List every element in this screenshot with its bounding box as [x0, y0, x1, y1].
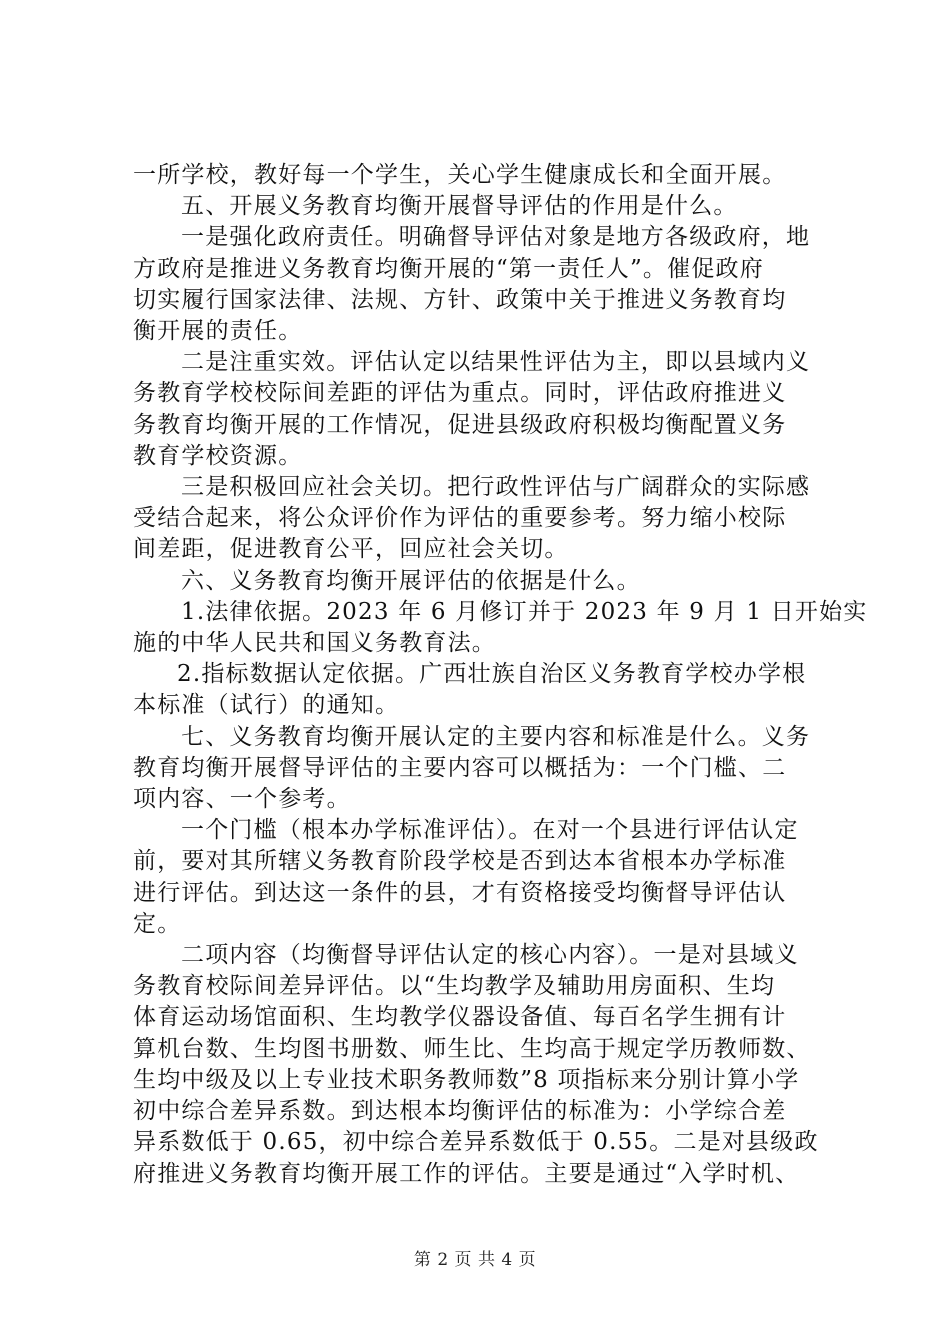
text-line: 切实履行国家法律、法规、方针、政策中关于推进义务教育均	[133, 286, 787, 313]
text-line: 生均中级及以上专业技术职务教师数”8 项指标来分别计算小学	[133, 1066, 800, 1093]
text-line: 府推进义务教育均衡开展工作的评估。主要是通过“入学时机、	[133, 1160, 800, 1187]
text-line: 间差距，促进教育公平，回应社会关切。	[133, 536, 569, 563]
text-line: 进行评估。到达这一条件的县，才有资格接受均衡督导评估认	[133, 879, 787, 906]
text-line: 定。	[133, 910, 182, 937]
text-line: 二项内容（均衡督导评估认定的核心内容）。一是对县域义	[181, 942, 799, 969]
text-line: 务教育均衡开展的工作情况，促进县级政府积极均衡配置义务	[133, 411, 787, 438]
text-line: 六、义务教育均衡开展评估的依据是什么。	[181, 567, 641, 594]
text-line: 前，要对其所辖义务教育阶段学校是否到达本省根本办学标准	[133, 848, 787, 875]
text-line: 教育学校资源。	[133, 442, 303, 469]
text-line: 二是注重实效。评估认定以结果性评估为主，即以县域内义	[181, 349, 811, 376]
text-line: 一是强化政府责任。明确督导评估对象是地方各级政府，地	[181, 224, 811, 251]
text-line: 施的中华人民共和国义务教育法。	[133, 630, 496, 657]
text-line: 三是积极回应社会关切。把行政性评估与广阔群众的实际感	[181, 474, 811, 501]
text-line: 初中综合差异系数。到达根本均衡评估的标准为：小学综合差	[133, 1098, 787, 1125]
text-line: 本标准（试行）的通知。	[133, 692, 400, 719]
text-line: 项内容、一个参考。	[133, 786, 351, 813]
text-line: 方政府是推进义务教育均衡开展的“第一责任人”。催促政府	[133, 255, 764, 282]
text-line: 五、开展义务教育均衡开展督导评估的作用是什么。	[181, 193, 738, 220]
text-line: 受结合起来，将公众评价作为评估的重要参考。努力缩小校际	[133, 505, 787, 532]
page-footer: 第 2 页 共 4 页	[413, 1250, 537, 1270]
text-line: 一个门槛（根本办学标准评估）。在对一个县进行评估认定	[181, 817, 799, 844]
text-line: 体育运动场馆面积、生均教学仪器设备值、每百名学生拥有计	[133, 1004, 787, 1031]
text-line: 2.指标数据认定依据。广西壮族自治区义务教育学校办学根	[177, 661, 807, 688]
document-body	[133, 160, 868, 1190]
text-line: 务教育校际间差异评估。以“生均教学及辅助用房面积、生均	[133, 973, 776, 1000]
text-line: 1.法律依据。2023 年 6 月修订并于 2023 年 9 月 1 日开始实	[181, 598, 868, 625]
text-line: 衡开展的责任。	[133, 318, 303, 345]
text-line: 一所学校，教好每一个学生，关心学生健康成长和全面开展。	[133, 162, 787, 188]
text-line: 算机台数、生均图书册数、师生比、生均高于规定学历教师数、	[133, 1035, 811, 1062]
text-line: 务教育学校校际间差距的评估为重点。同时，评估政府推进义	[133, 380, 787, 407]
text-line: 教育均衡开展督导评估的主要内容可以概括为：一个门槛、二	[133, 754, 787, 781]
text-line: 七、义务教育均衡开展认定的主要内容和标准是什么。义务	[181, 723, 811, 750]
text-line: 异系数低于 0.65，初中综合差异系数低于 0.55。二是对县级政	[133, 1129, 819, 1156]
